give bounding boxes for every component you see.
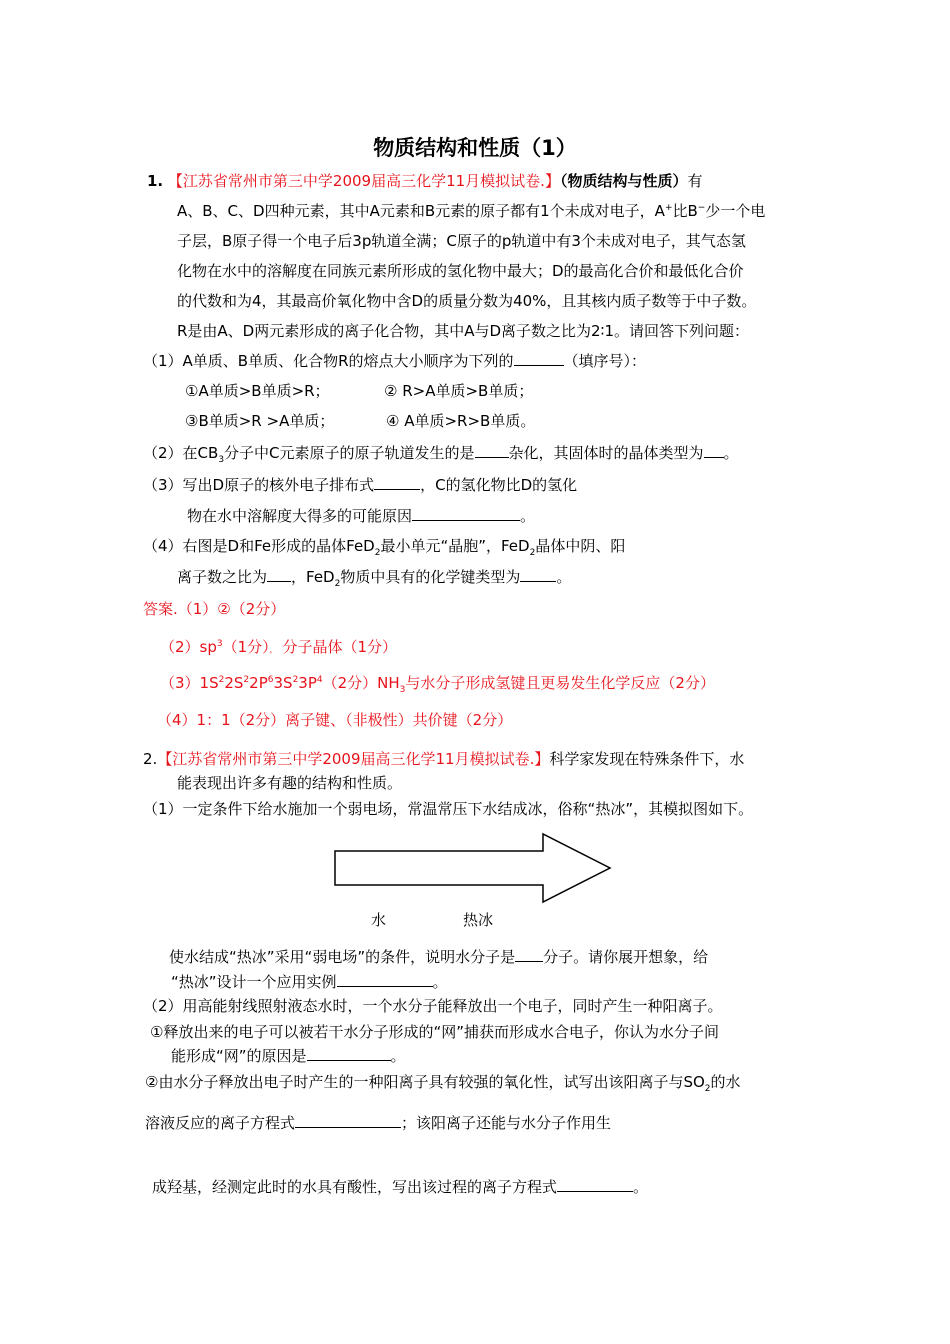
text: （3）写出D原子的核外电子排布式 — [143, 476, 375, 494]
question-number: 2. — [143, 750, 158, 768]
subscript: 3 — [218, 455, 225, 465]
text: （2）sp — [160, 638, 217, 656]
q2-subquestion-2-part-2-cont — [152, 1176, 648, 1198]
text: （2）在CB — [143, 444, 219, 462]
superscript: 3 — [216, 639, 223, 649]
subscript: 2 — [704, 1084, 711, 1094]
q2-subquestion-2-part-2-cont — [145, 1112, 611, 1134]
answer-blank[interactable] — [520, 566, 556, 582]
text: （3）1S — [160, 674, 219, 692]
text: 能形成“网”的原因是 — [171, 1047, 307, 1065]
answer-blank[interactable] — [295, 1112, 401, 1128]
q1-subquestion-1 — [143, 350, 646, 372]
text: 最小单元“晶胞”，FeD — [380, 537, 530, 555]
text: 少一个电 — [705, 202, 766, 220]
question-1-header — [147, 170, 702, 192]
answer-blank[interactable] — [307, 1045, 391, 1061]
text: （1分） — [222, 638, 270, 656]
text: 分子。请你展开想象，给 — [543, 948, 709, 966]
q1-paragraph-line: R是由A、D两元素形成的离子化合物，其中A与D离子数之比为2∶1。请回答下列问题： — [177, 322, 750, 340]
q2-subquestion-2-part-2 — [145, 1071, 741, 1093]
q2-subquestion-1-cont — [171, 971, 448, 993]
q1-paragraph-line: 子层，B原子得一个电子后3p轨道全满；C原子的p轨道中有3个未成对电子，其气态氢 — [177, 232, 746, 250]
text: 成羟基，经测定此时的水具有酸性，写出该过程的离子方程式 — [152, 1178, 558, 1196]
superscript: − — [697, 203, 706, 213]
answer-line-2 — [160, 636, 397, 661]
answer-blank[interactable] — [412, 505, 520, 521]
subscript: 3 — [399, 685, 406, 695]
text: 溶液反应的离子方程式 — [145, 1114, 296, 1132]
text: 物在水中溶解度大得多的可能原因 — [187, 507, 413, 525]
question-source: 【江苏省常州市第三中学2009届高三化学11月模拟试卷.】 — [157, 750, 550, 768]
text: 的水 — [710, 1073, 741, 1091]
answer-blank[interactable] — [557, 1176, 633, 1192]
answer-line-1: 答案.（1）②（2分） — [143, 600, 286, 618]
q2-subquestion-1: （1）一定条件下给水施加一个弱电场，常温常压下水结成冰，俗称“热冰”，其模拟图如下。 — [143, 800, 754, 818]
text: （1）A单质、B单质、化合物R的熔点大小顺序为下列的 — [143, 352, 514, 370]
text: ， — [269, 645, 278, 654]
question-number: 1. — [147, 172, 164, 190]
option-3: ③B单质>R >A单质； — [185, 412, 335, 430]
answer-line-3 — [160, 672, 715, 694]
text: 物质中具有的化学键类型为 — [340, 568, 521, 586]
q1-subquestion-2 — [143, 442, 739, 464]
text: 。 — [723, 444, 739, 462]
answer-blank[interactable] — [515, 946, 543, 962]
text: 比B — [672, 202, 698, 220]
text: 。 — [520, 507, 536, 525]
text: ，C的氢化物比D的氢化 — [420, 476, 578, 494]
q1-paragraph-line: 化物在水中的溶解度在同族元素所形成的氢化物中最大；D的最高化合价和最低化合价 — [177, 262, 744, 280]
answer-blank[interactable] — [374, 474, 420, 490]
q2-paragraph-line: 能表现出许多有趣的结构和性质。 — [177, 774, 403, 792]
text: （2分）NH — [322, 674, 400, 692]
answer-blank[interactable] — [475, 442, 509, 458]
q2-subquestion-2-part-1: ①释放出来的电子可以被若干水分子形成的“网”捕获而形成水合电子，你认为水分子间 — [150, 1023, 719, 1041]
q1-subquestion-4-cont — [177, 566, 571, 588]
answer-blank[interactable] — [514, 350, 564, 366]
q1-subquestion-3 — [143, 474, 577, 496]
option-2: ② R>A单质>B单质； — [384, 382, 534, 400]
arrow-diagram — [330, 830, 620, 910]
text: （填序号）： — [563, 352, 647, 370]
text: 晶体中阴、阳 — [535, 537, 626, 555]
intro-text: 有 — [687, 172, 703, 190]
q1-subquestion-4 — [143, 535, 625, 557]
text: 分子晶体（1分） — [282, 638, 397, 656]
text: 使水结成“热冰”采用“弱电场”的条件，说明水分子是 — [169, 948, 516, 966]
question-2-header — [143, 748, 744, 770]
text: 。 — [390, 1047, 406, 1065]
text: 。 — [633, 1178, 649, 1196]
subscript: 2 — [374, 548, 381, 558]
answer-blank[interactable] — [267, 566, 291, 582]
text: 2P — [249, 674, 268, 692]
label-hot-ice: 热冰 — [463, 911, 494, 929]
superscript: + — [664, 203, 673, 213]
text: 分子中C元素原子的原子轨道发生的是 — [224, 444, 475, 462]
text: 。 — [556, 568, 572, 586]
text: 3S — [273, 674, 293, 692]
q2-subquestion-1-cont — [169, 946, 708, 968]
text: （4）右图是D和Fe形成的晶体FeD — [143, 537, 375, 555]
question-source: 【江苏省常州市第三中学2009届高三化学11月模拟试卷.】 — [167, 172, 560, 190]
text: “热冰”设计一个应用实例 — [171, 973, 337, 991]
text: ；该阳离子还能与水分子作用生 — [401, 1114, 612, 1132]
q2-subquestion-2: （2）用高能射线照射液态水时，一个水分子能释放出一个电子，同时产生一种阳离子。 — [143, 997, 723, 1015]
q1-subquestion-3-cont — [187, 505, 535, 527]
text: 与水分子形成氢键且更易发生化学反应（2分） — [405, 674, 715, 692]
superscript: 4 — [316, 675, 323, 685]
text: 离子数之比为 — [177, 568, 268, 586]
text: ，FeD — [291, 568, 335, 586]
superscript: 2 — [292, 675, 299, 685]
subscript: 2 — [334, 579, 341, 589]
page-title: 物质结构和性质（1） — [373, 136, 577, 160]
answer-blank[interactable] — [337, 971, 433, 987]
superscript: 6 — [267, 675, 274, 685]
answer-blank[interactable] — [704, 442, 724, 458]
label-water: 水 — [371, 911, 387, 929]
subscript: 2 — [529, 548, 536, 558]
option-1: ①A单质>B单质>R； — [185, 382, 330, 400]
question-topic: （物质结构与性质） — [559, 172, 688, 190]
option-4: ④ A单质>R>B单质。 — [386, 412, 536, 430]
text: 2S — [224, 674, 244, 692]
q1-paragraph-line: 的代数和为4，其最高价氧化物中含D的质量分数为40%，且其核内质子数等于中子数。 — [177, 292, 757, 310]
text: 。 — [432, 973, 448, 991]
q2-subquestion-2-part-1-cont — [171, 1045, 406, 1067]
text: 杂化，其固体时的晶体类型为 — [508, 444, 704, 462]
superscript: 2 — [218, 675, 225, 685]
answer-line-4: （4）1：1（2分）离子键、（非极性）共价键（2分） — [157, 711, 513, 729]
text: A、B、C、D四种元素，其中A元素和B元素的原子都有1个未成对电子，A — [177, 202, 665, 220]
text: 3P — [298, 674, 317, 692]
superscript: 2 — [243, 675, 250, 685]
arrow-shape — [335, 834, 610, 902]
q1-paragraph-line — [177, 200, 765, 222]
text: ②由水分子释放出电子时产生的一种阳离子具有较强的氧化性，试写出该阳离子与SO — [145, 1073, 705, 1091]
intro-text: 科学家发现在特殊条件下，水 — [549, 750, 745, 768]
